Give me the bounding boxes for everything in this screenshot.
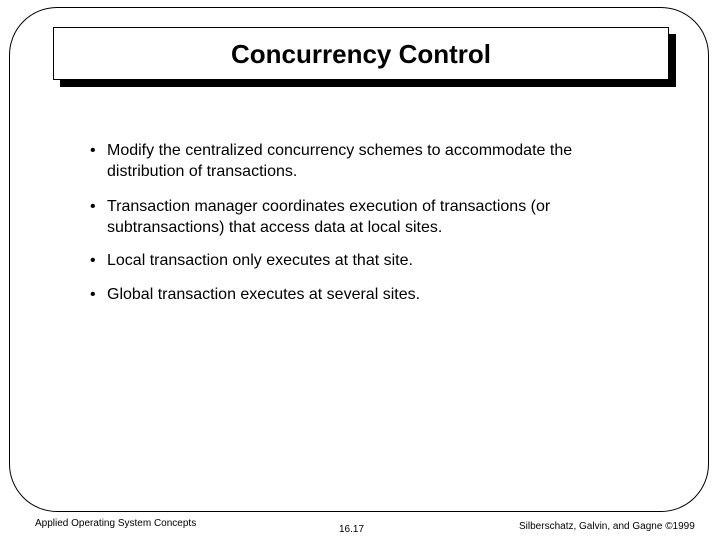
bullet-text: Local transaction only executes at that site. <box>107 252 413 269</box>
bullet-text: Global transaction executes at several sites. <box>107 286 421 303</box>
bullet-icon: • <box>90 198 96 215</box>
footer-copyright: Silberschatz, Galvin, and Gagne ©1999 <box>519 521 695 532</box>
bullet-item <box>90 284 650 305</box>
bullet-icon: • <box>90 252 96 269</box>
bullet-list <box>90 140 650 305</box>
bullet-icon: • <box>90 286 96 303</box>
footer-page-number: 16.17 <box>339 524 365 535</box>
footer-course-title: Applied Operating System Concepts <box>35 518 197 529</box>
title-box <box>53 27 669 80</box>
slide-title: Concurrency Control <box>230 39 492 69</box>
bullet-item <box>90 196 650 238</box>
bullet-text: Modify the centralized concurrency schemes to accommodate the distribution of transactions. <box>107 142 573 180</box>
bullet-text: Transaction manager coordinates execution of transactions (or subtransactions) that access data at local sites. <box>107 198 551 236</box>
bullet-icon: • <box>90 142 96 159</box>
bullet-item <box>90 140 650 182</box>
bullet-item <box>90 250 650 271</box>
